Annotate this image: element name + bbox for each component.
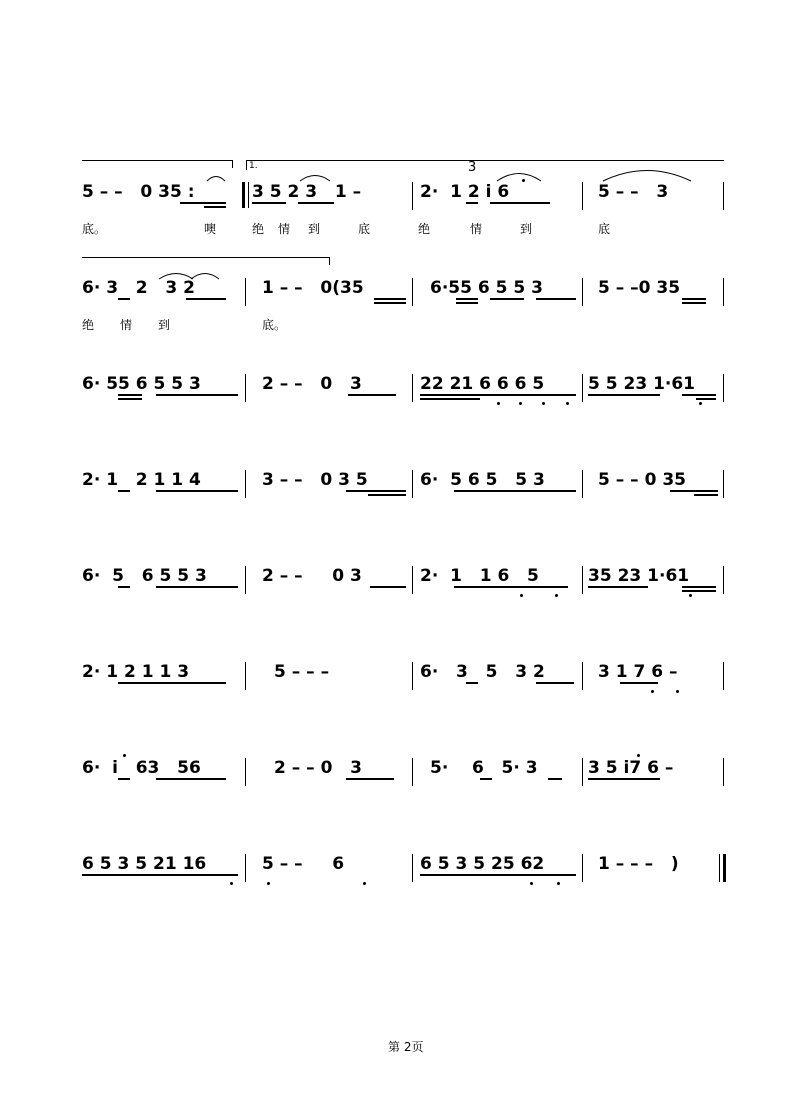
underline — [346, 490, 406, 492]
underline — [374, 298, 406, 300]
barline — [723, 374, 724, 402]
underline — [118, 298, 130, 300]
measure-2: 5 – – 6 — [262, 854, 345, 874]
barline — [412, 854, 413, 882]
score-row-3 — [0, 374, 790, 414]
underline — [682, 298, 706, 300]
measure-3: 6·55 6 5 5 3 — [430, 278, 543, 298]
line-above-row-2 — [82, 257, 330, 258]
low-dot — [689, 594, 692, 597]
underline — [156, 586, 238, 588]
barline — [412, 278, 413, 306]
barline — [723, 566, 724, 594]
underline — [490, 202, 550, 204]
underline — [588, 586, 648, 588]
low-dot — [651, 690, 654, 693]
slur — [602, 160, 692, 182]
underline — [696, 398, 716, 400]
measure-1: 2· 1 2 1 1 3 — [82, 662, 190, 682]
underline — [82, 874, 238, 876]
low-dot — [530, 882, 533, 885]
underline — [588, 394, 660, 396]
high-dot — [123, 754, 126, 757]
measure-2: 2 – – 0 3 — [262, 566, 362, 586]
measure-1: 5 – – 0 35 : — [82, 182, 195, 202]
measure-4: 3 1 7 6 – — [598, 662, 678, 682]
underline — [118, 682, 226, 684]
lyric-8: 情 — [470, 222, 483, 236]
slur — [496, 166, 542, 182]
lyric-3: 绝 — [252, 222, 265, 236]
barline — [245, 278, 246, 306]
volta-tick — [246, 160, 247, 170]
underline — [118, 490, 130, 492]
measure-1: 6· i 63 56 — [82, 758, 201, 778]
underline — [454, 586, 568, 588]
lyric-4: 情 — [278, 222, 291, 236]
barline — [245, 566, 246, 594]
barline — [412, 374, 413, 402]
lyric-2: 噢 — [204, 222, 217, 236]
underline — [682, 302, 706, 304]
underline — [156, 394, 238, 396]
measure-1: 6· 3 2 3 2 — [82, 278, 195, 298]
measure-2: 3 – – 0 3 5 — [262, 470, 368, 490]
underline — [118, 394, 142, 396]
underline — [682, 586, 716, 588]
barline — [582, 470, 583, 498]
measure-3: 5· 6 5· 3 — [430, 758, 538, 778]
underline — [346, 778, 394, 780]
score-row-1 — [0, 182, 790, 222]
line-above-row-1 — [82, 160, 232, 161]
final-barline-thin — [719, 854, 720, 882]
underline — [420, 398, 480, 400]
underline — [370, 586, 406, 588]
measure-4: 1 – – – ) — [598, 854, 679, 874]
lyric-11: 绝 — [82, 318, 95, 332]
measure-3: 2· 1 2 i 6 — [420, 182, 510, 202]
underline — [180, 202, 226, 204]
lyric-7: 绝 — [418, 222, 431, 236]
underline — [466, 682, 478, 684]
lyric-14: 底。 — [262, 318, 287, 332]
underline — [682, 394, 716, 396]
underline — [490, 298, 524, 300]
measure-2: 2 – – 0 3 — [274, 758, 362, 778]
measure-4: 3 5 i7 6 – — [588, 758, 674, 778]
underline — [620, 682, 658, 684]
measure-3: 6 5 3 5 25 62 — [420, 854, 545, 874]
lyric-12: 情 — [120, 318, 133, 332]
measure-3: 6· 3 5 3 2 — [420, 662, 545, 682]
low-dot — [557, 882, 560, 885]
underline — [252, 202, 286, 204]
underline — [456, 298, 478, 300]
barline — [412, 566, 413, 594]
underline — [480, 778, 492, 780]
low-dot — [676, 690, 679, 693]
barline — [723, 758, 724, 786]
underline — [536, 682, 574, 684]
measure-2: 1 – – 0(35 — [262, 278, 364, 298]
underline — [420, 874, 576, 876]
measure-2: 5 – – – — [274, 662, 330, 682]
slur — [206, 172, 226, 182]
low-dot — [542, 402, 545, 405]
underline — [374, 302, 406, 304]
barline — [582, 758, 583, 786]
barline — [582, 182, 583, 210]
barline — [582, 662, 583, 690]
measure-3: 22 21 6 6 6 5 — [420, 374, 545, 394]
barline — [245, 662, 246, 690]
underline — [548, 778, 562, 780]
low-dot — [566, 402, 569, 405]
low-dot — [230, 882, 233, 885]
barline — [245, 854, 246, 882]
underline — [186, 298, 226, 300]
underline — [204, 206, 226, 208]
underline — [298, 202, 334, 204]
line-tick — [329, 257, 330, 265]
slur — [299, 170, 331, 182]
measure-2: 2 – – 0 3 — [262, 374, 362, 394]
barline — [723, 278, 724, 306]
underline — [588, 778, 660, 780]
barline — [582, 566, 583, 594]
measure-3: 6· 5 6 5 5 3 — [420, 470, 545, 490]
repeat-barline — [242, 182, 245, 208]
barline — [723, 182, 724, 210]
measure-1: 6 5 3 5 21 16 — [82, 854, 207, 874]
low-dot — [699, 402, 702, 405]
barline — [582, 854, 583, 882]
measure-4: 5 5 23 1·61 — [588, 374, 696, 394]
final-barline-thick — [723, 854, 726, 882]
barline — [245, 758, 246, 786]
barline — [723, 662, 724, 690]
high-dot — [637, 754, 640, 757]
measure-2: 3 5 2 3 1 – — [252, 182, 362, 202]
lyric-9: 到 — [520, 222, 533, 236]
measure-1: 6· 5 6 5 5 3 — [82, 566, 207, 586]
lyric-13: 到 — [158, 318, 171, 332]
barline — [723, 470, 724, 498]
measure-1: 2· 1 2 1 1 4 — [82, 470, 201, 490]
barline — [412, 662, 413, 690]
measure-3: 2· 1 1 6 5 — [420, 566, 539, 586]
score-row-4 — [0, 470, 790, 510]
low-dot — [520, 594, 523, 597]
volta-label: 1. — [249, 161, 258, 171]
barline — [582, 278, 583, 306]
score-row-8 — [0, 854, 790, 894]
underline — [118, 586, 130, 588]
barline — [245, 470, 246, 498]
underline — [348, 394, 396, 396]
triplet-label: 3 — [468, 160, 477, 175]
lyric-5: 到 — [308, 222, 321, 236]
barline — [582, 374, 583, 402]
barline — [412, 182, 413, 210]
underline — [670, 490, 718, 492]
measure-1: 6· 55 6 5 5 3 — [82, 374, 201, 394]
underline — [682, 590, 716, 592]
low-dot — [555, 594, 558, 597]
barline — [412, 470, 413, 498]
low-dot — [267, 882, 270, 885]
measure-4: 35 23 1·61 — [588, 566, 690, 586]
low-dot — [497, 402, 500, 405]
measure-4: 5 – – 0 35 — [598, 470, 686, 490]
low-dot — [363, 882, 366, 885]
underline — [420, 394, 576, 396]
score-row-6 — [0, 662, 790, 702]
underline — [118, 778, 130, 780]
underline — [466, 202, 478, 204]
lyric-10: 底 — [598, 222, 611, 236]
score-row-5 — [0, 566, 790, 606]
score-row-7 — [0, 758, 790, 798]
high-dot — [522, 179, 525, 182]
underline — [118, 398, 142, 400]
underline — [156, 490, 238, 492]
lyric-6: 底 — [358, 222, 371, 236]
underline — [368, 494, 406, 496]
page-number: 第 2页 — [388, 1040, 424, 1054]
underline — [456, 302, 478, 304]
underline — [536, 298, 576, 300]
score-row-2 — [0, 278, 790, 318]
lyric-1: 底。 — [82, 222, 107, 236]
barline — [412, 758, 413, 786]
barline — [248, 182, 249, 208]
line-tick — [232, 160, 233, 168]
measure-4: 5 – – 3 — [598, 182, 669, 202]
barline — [245, 374, 246, 402]
underline — [156, 778, 226, 780]
underline — [454, 490, 576, 492]
underline — [694, 494, 718, 496]
low-dot — [519, 402, 522, 405]
measure-4: 5 – –0 35 — [598, 278, 681, 298]
